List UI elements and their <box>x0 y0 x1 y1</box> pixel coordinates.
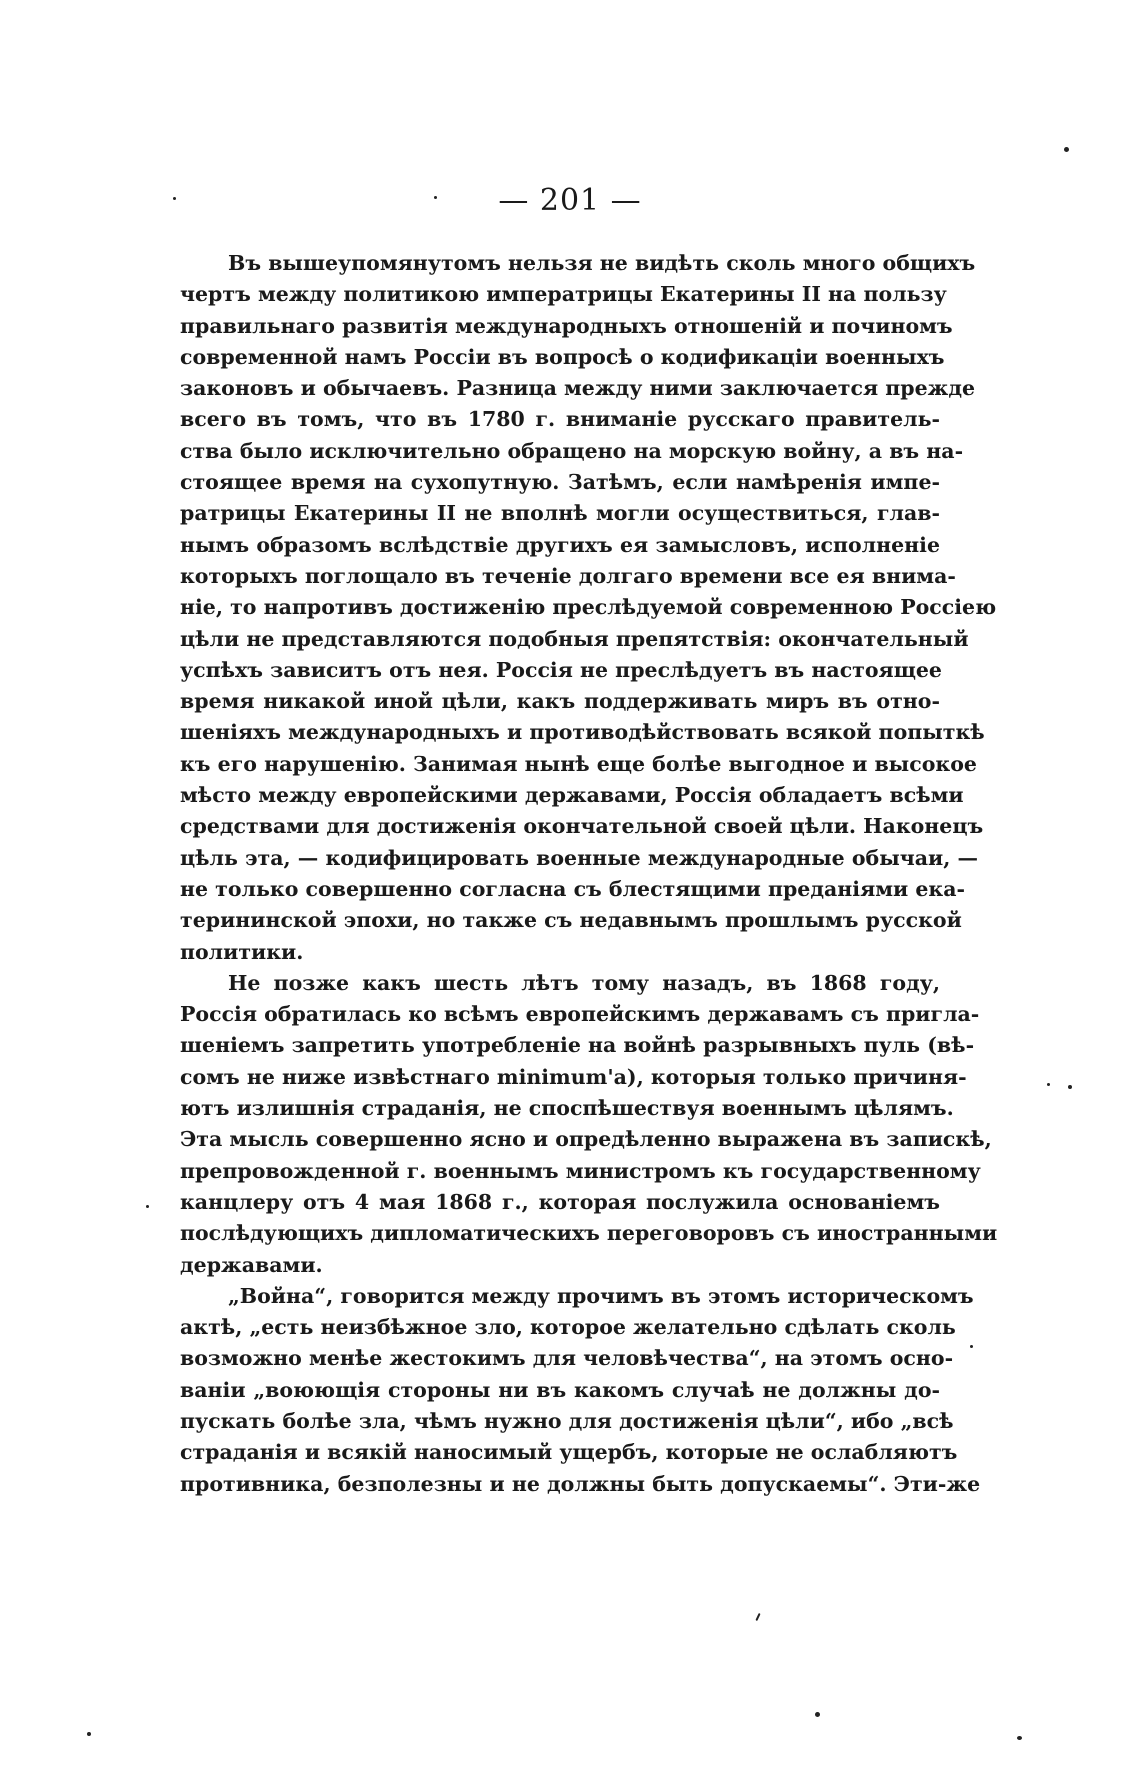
text-line: успѣхъ зависитъ отъ нея. Россія не преслѣдуетъ въ настоящее <box>180 657 942 682</box>
text-line: ратрицы Екатерины II не вполнѣ могли осуществиться, глав- <box>180 501 940 526</box>
body-text <box>180 248 998 1500</box>
text-line: шеніяхъ международныхъ и противодѣйствовать всякой попыткѣ <box>180 720 985 745</box>
scan-speck <box>1068 1085 1072 1089</box>
text-line: цѣль эта, — кодифицировать военные международные обычаи, — <box>180 845 979 870</box>
text-line: средствами для достиженія окончательной своей цѣли. Наконецъ <box>180 814 984 839</box>
text-line: ніе, то напротивъ достиженію преслѣдуемой современною Россіею <box>180 595 997 620</box>
text-line: ства было исключительно обращено на морскую войну, а въ на- <box>180 438 964 463</box>
text-line: къ его нарушенію. Занимая нынѣ еще болѣе выгодное и высокое <box>180 751 977 776</box>
text-line: всего въ томъ, что въ 1780 г. вниманіе русскаго правитель- <box>180 407 940 432</box>
scan-speck <box>434 196 437 199</box>
text-line: Въ вышеупомянутомъ нельзя не видѣть сколь много общихъ <box>228 251 976 275</box>
text-line: противника, безполезны и не должны быть допускаемы“. Эти-же <box>180 1471 981 1496</box>
text-line: нымъ образомъ вслѣдствіе другихъ ея замысловъ, исполненіе <box>180 532 940 557</box>
text-line: Эта мысль совершенно ясно и опредѣленно выражена въ запискѣ, <box>180 1127 992 1152</box>
text-line: чертъ между политикою императрицы Екатерины II на пользу <box>180 282 947 307</box>
text-line: препровожденной г. военнымъ министромъ къ государственному <box>180 1158 981 1183</box>
text-line: сомъ не ниже извѣстнаго minimum'а), которыя только причиня- <box>180 1064 967 1089</box>
text-line: время никакой иной цѣли, какъ поддерживать миръ въ отно- <box>180 689 940 714</box>
text-line: политики. <box>180 939 304 964</box>
text-line: канцлеру отъ 4 мая 1868 г., которая послужила основаніемъ <box>180 1189 940 1214</box>
page-number: — 201 — <box>498 183 642 218</box>
text-line: Не позже какъ шесть лѣтъ тому назадъ, въ 1868 году, <box>228 970 940 995</box>
text-line: правильнаго развитія международныхъ отношеній и починомъ <box>180 313 953 338</box>
scan-speck <box>146 1205 149 1208</box>
text-line: современной намъ Россіи въ вопросѣ о кодификаціи военныхъ <box>180 344 945 369</box>
text-line: возможно менѣе жестокимъ для человѣчества“, на этомъ осно- <box>180 1346 954 1371</box>
text-line: послѣдующихъ дипломатическихъ переговоровъ съ иностранными <box>180 1221 998 1246</box>
scan-speck <box>87 1732 91 1736</box>
text-line: цѣли не представляются подобныя препятствія: окончательный <box>180 626 969 651</box>
text-line: актѣ, „есть неизбѣжное зло, которое желательно сдѣлать сколь <box>180 1315 956 1340</box>
scan-speck <box>1064 147 1069 152</box>
scan-speck <box>815 1712 820 1717</box>
text-line: страданія и всякій наносимый ущербъ, которые не ослабляютъ <box>180 1440 958 1465</box>
text-line: мѣсто между европейскими державами, Россія обладаетъ всѣми <box>180 783 964 808</box>
text-line: которыхъ поглощало въ теченіе долгаго времени все ея внима- <box>180 563 956 588</box>
text-line: ютъ излишнія страданія, не споспѣшествуя военнымъ цѣлямъ. <box>180 1096 954 1121</box>
scan-speck <box>970 1345 973 1348</box>
text-line: стоящее время на сухопутную. Затѣмъ, если намѣренія импе- <box>180 470 940 495</box>
scan-speck <box>755 1613 760 1621</box>
text-line: законовъ и обычаевъ. Разница между ними заключается прежде <box>180 376 976 401</box>
scan-speck <box>1017 1736 1022 1740</box>
text-line: Россія обратилась ко всѣмъ европейскимъ державамъ съ пригла- <box>180 1002 980 1027</box>
text-line: терининской эпохи, но также съ недавнымъ прошлымъ русской <box>180 908 962 933</box>
text-line: не только совершенно согласна съ блестящими преданіями ека- <box>180 876 966 901</box>
scan-speck <box>173 197 176 200</box>
text-line: пускать болѣе зла, чѣмъ нужно для достиженія цѣли“, ибо „всѣ <box>180 1408 954 1433</box>
text-line: державами. <box>180 1252 323 1277</box>
text-line: „Война“, говорится между прочимъ въ этомъ историческомъ <box>228 1283 974 1308</box>
text-line: шеніемъ запретить употребленіе на войнѣ разрывныхъ пуль (вѣ- <box>180 1033 975 1058</box>
text-line: ваніи „воюющія стороны ни въ какомъ случаѣ не должны до- <box>180 1377 940 1402</box>
scan-speck <box>1047 1083 1050 1086</box>
